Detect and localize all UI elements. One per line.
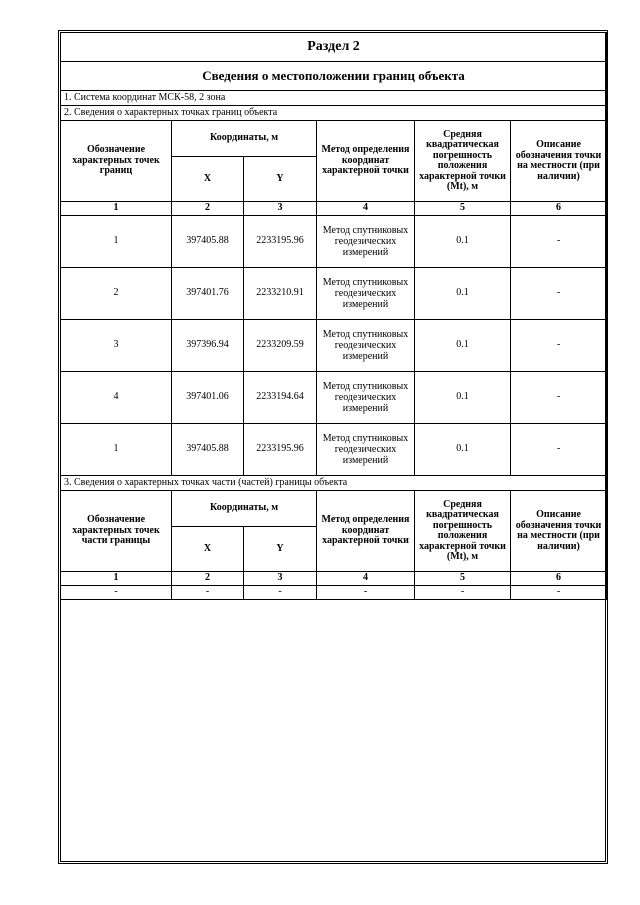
cell-point: 3 (61, 320, 172, 372)
cell-error: 0.1 (415, 424, 511, 476)
header-error: Средняя квадратическая погрешность положения характерной точки (Mt), м (415, 121, 511, 202)
section-title: Раздел 2 (61, 33, 607, 62)
cell-point: 2 (61, 268, 172, 320)
part2-title: 2. Сведения о характерных точках границ объекта (61, 106, 607, 121)
header-y: Y (244, 527, 317, 572)
column-number: 6 (511, 202, 607, 216)
cell-y: 2233209.59 (244, 320, 317, 372)
document-title: Сведения о местоположении границ объекта (61, 62, 607, 91)
cell-method: Метод спутниковых геодезических измерений (317, 372, 415, 424)
column-number: 3 (244, 572, 317, 586)
column-number: 2 (172, 202, 244, 216)
cell-error: 0.1 (415, 268, 511, 320)
table-row (61, 372, 607, 424)
cell-y: 2233195.96 (244, 216, 317, 268)
cell-point: - (61, 586, 172, 600)
column-number: 3 (244, 202, 317, 216)
cell-point: 1 (61, 424, 172, 476)
cell-point: 1 (61, 216, 172, 268)
header-x: X (172, 527, 244, 572)
column-number: 1 (61, 572, 172, 586)
part3-title: 3. Сведения о характерных точках части (частей) границы объекта (61, 476, 607, 491)
column-number: 4 (317, 572, 415, 586)
cell-x: 397396.94 (172, 320, 244, 372)
cell-method: - (317, 586, 415, 600)
boundary-table (60, 32, 607, 600)
cell-x: 397401.76 (172, 268, 244, 320)
table-row (61, 586, 607, 600)
table-row (61, 268, 607, 320)
cell-point: 4 (61, 372, 172, 424)
cell-y: 2233195.96 (244, 424, 317, 476)
header-x: X (172, 157, 244, 202)
cell-y: 2233210.91 (244, 268, 317, 320)
table-row (61, 216, 607, 268)
cell-description: - (511, 268, 607, 320)
cell-x: 397405.88 (172, 424, 244, 476)
coord-system-line: 1. Система координат МСК-58, 2 зона (61, 91, 607, 106)
header-y: Y (244, 157, 317, 202)
column-number: 5 (415, 572, 511, 586)
cell-method: Метод спутниковых геодезических измерений (317, 216, 415, 268)
cell-method: Метод спутниковых геодезических измерений (317, 424, 415, 476)
table-row (61, 320, 607, 372)
header-designation: Обозначение характерных точек части границы (61, 491, 172, 572)
header-description: Описание обозначения точки на местности (при наличии) (511, 121, 607, 202)
cell-error: 0.1 (415, 216, 511, 268)
cell-error: 0.1 (415, 372, 511, 424)
cell-y: 2233194.64 (244, 372, 317, 424)
table-row (61, 424, 607, 476)
header-coordinates: Координаты, м (172, 491, 317, 527)
cell-description: - (511, 586, 607, 600)
header-method: Метод определения координат характерной точки (317, 121, 415, 202)
cell-error: 0.1 (415, 320, 511, 372)
cell-x: 397405.88 (172, 216, 244, 268)
header-designation: Обозначение характерных точек границ (61, 121, 172, 202)
cell-method: Метод спутниковых геодезических измерений (317, 320, 415, 372)
header-coordinates: Координаты, м (172, 121, 317, 157)
column-number: 4 (317, 202, 415, 216)
header-description: Описание обозначения точки на местности (при наличии) (511, 491, 607, 572)
column-number: 2 (172, 572, 244, 586)
cell-x: - (172, 586, 244, 600)
cell-error: - (415, 586, 511, 600)
cell-y: - (244, 586, 317, 600)
column-number: 1 (61, 202, 172, 216)
header-error: Средняя квадратическая погрешность положения характерной точки (Mt), м (415, 491, 511, 572)
column-number: 6 (511, 572, 607, 586)
cell-description: - (511, 372, 607, 424)
header-method: Метод определения координат характерной точки (317, 491, 415, 572)
cell-description: - (511, 424, 607, 476)
cell-description: - (511, 320, 607, 372)
cell-x: 397401.06 (172, 372, 244, 424)
cell-description: - (511, 216, 607, 268)
cell-method: Метод спутниковых геодезических измерений (317, 268, 415, 320)
column-number: 5 (415, 202, 511, 216)
